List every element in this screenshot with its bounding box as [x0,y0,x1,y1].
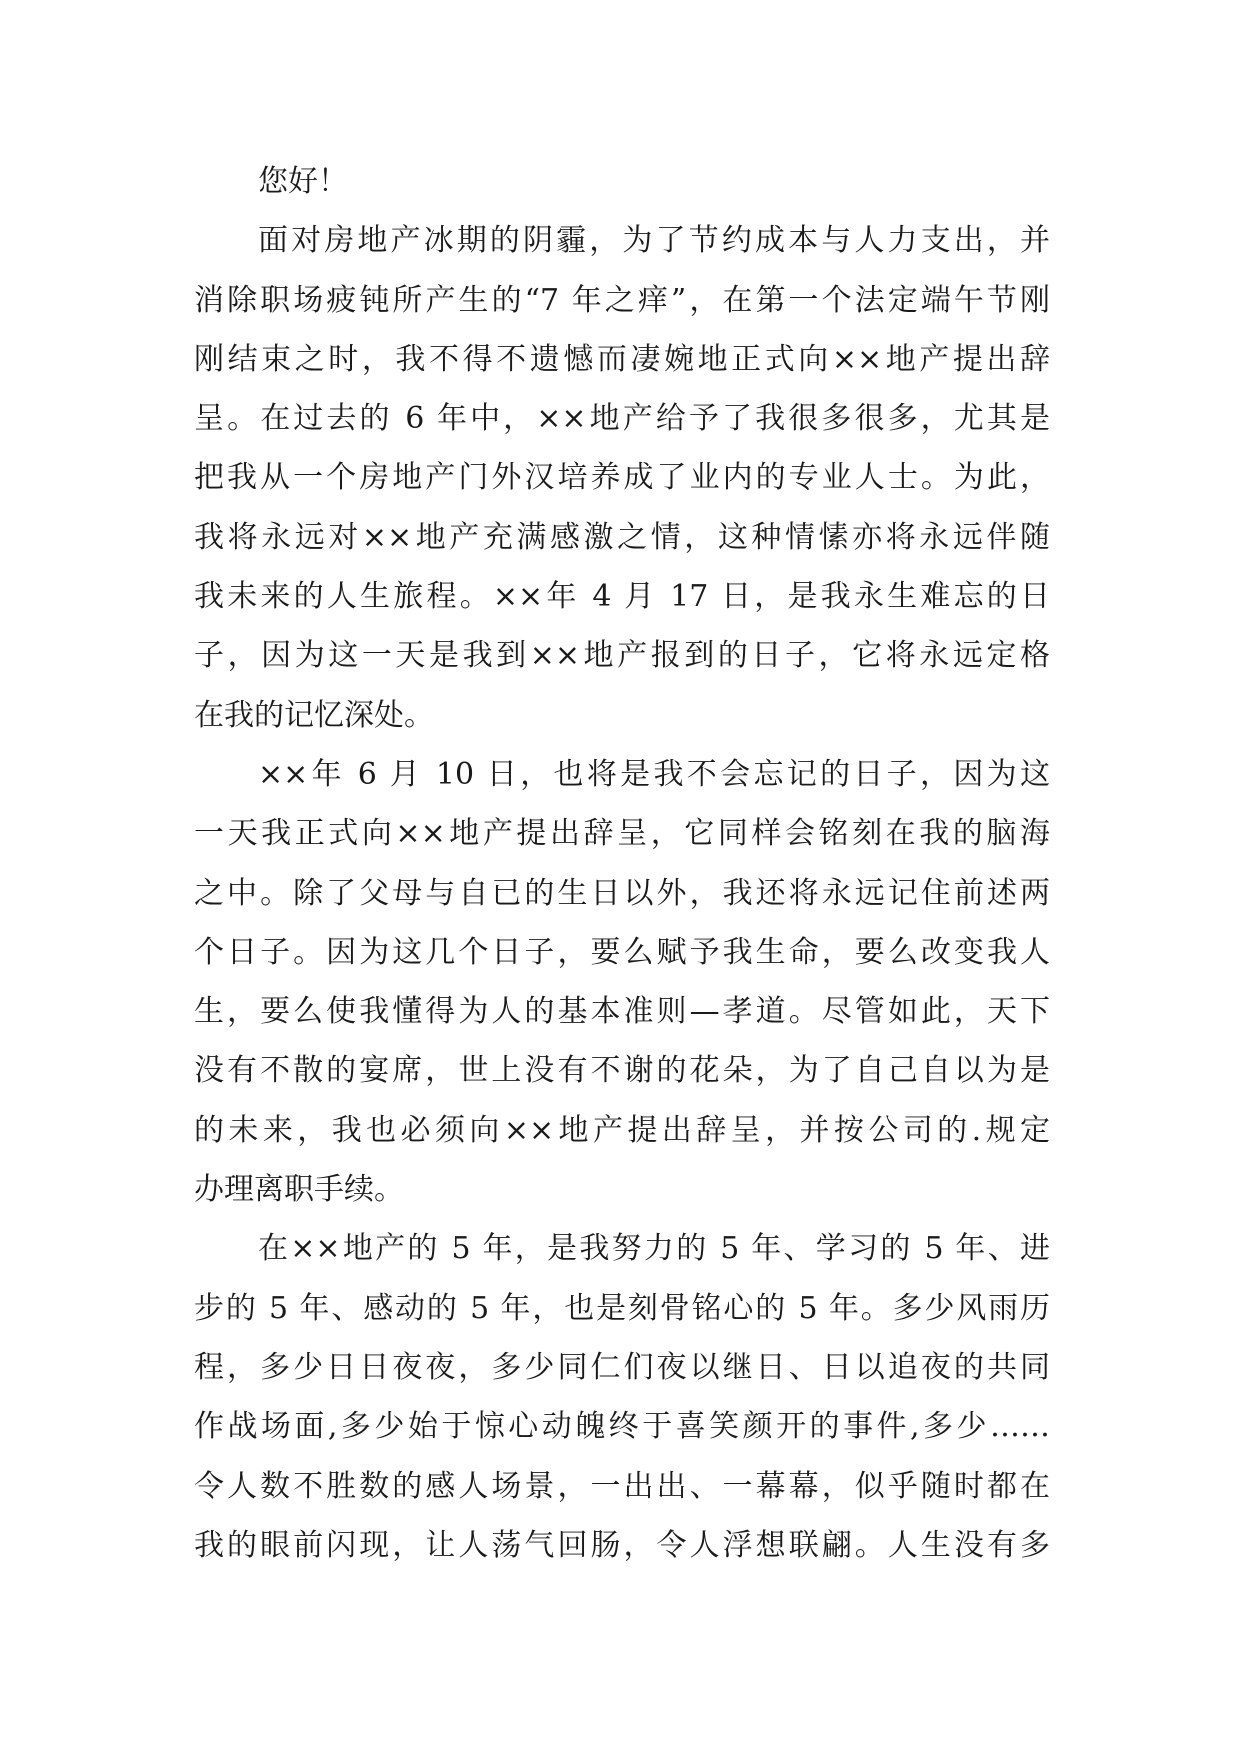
greeting-line: 您好！ [258,164,348,199]
text-line: 面对房地产冰期的阴霾，为了节约成本与人力支出，并 [258,223,1050,259]
text-line: 没有不散的宴席，世上没有不谢的花朵，为了自己自以为是 [194,1053,1050,1089]
text-line: 个日子。因为这几个日子，要么赋予我生命，要么改变我人 [194,934,1050,970]
text-line: 生，要么使我懂得为人的基本准则—孝道。尽管如此，天下 [194,994,1050,1030]
text-line: 步的 5 年、感动的 5 年，也是刻骨铭心的 5 年。多少风雨历 [194,1290,1050,1326]
text-line: 我未来的人生旅程。××年 4 月 17 日，是我永生难忘的日 [194,579,1050,615]
text-line: 刚结束之时，我不得不遗憾而凄婉地正式向××地产提出辞 [194,341,1050,377]
text-line: 把我从一个房地产门外汉培养成了业内的专业人士。为此， [194,460,1050,496]
text-line: 程，多少日日夜夜，多少同仁们夜以继日、日以追夜的共同 [194,1349,1050,1385]
letter-body [194,152,1050,1575]
text-line: 在××地产的 5 年，是我努力的 5 年、学习的 5 年、进 [258,1231,1050,1267]
text-line: 消除职场疲钝所产生的“7 年之痒”，在第一个法定端午节刚 [194,282,1050,318]
text-line: 我将永远对××地产充满感激之情，这种情愫亦将永远伴随 [194,519,1050,555]
text-line: 一天我正式向××地产提出辞呈，它同样会铭刻在我的脑海 [194,816,1050,852]
text-line: 子，因为这一天是我到××地产报到的日子，它将永远定格 [194,638,1050,674]
text-line: 在我的记忆深处。 [194,697,434,733]
text-line: 之中。除了父母与自已的生日以外，我还将永远记住前述两 [194,875,1050,911]
text-line: 办理离职手续。 [194,1172,404,1208]
text-line: ××年 6 月 10 日，也将是我不会忘记的日子，因为这 [258,756,1050,792]
text-line: 作战场面,多少始于惊心动魄终于喜笑颜开的事件,多少…… [194,1409,1050,1445]
text-line: 呈。在过去的 6 年中，××地产给予了我很多很多，尤其是 [194,401,1050,437]
text-line: 令人数不胜数的感人场景，一出出、一幕幕，似乎随时都在 [194,1468,1050,1504]
text-line: 的未来，我也必须向××地产提出辞呈，并按公司的.规定 [194,1112,1050,1148]
text-line: 我的眼前闪现，让人荡气回肠，令人浮想联翩。人生没有多 [194,1527,1050,1563]
